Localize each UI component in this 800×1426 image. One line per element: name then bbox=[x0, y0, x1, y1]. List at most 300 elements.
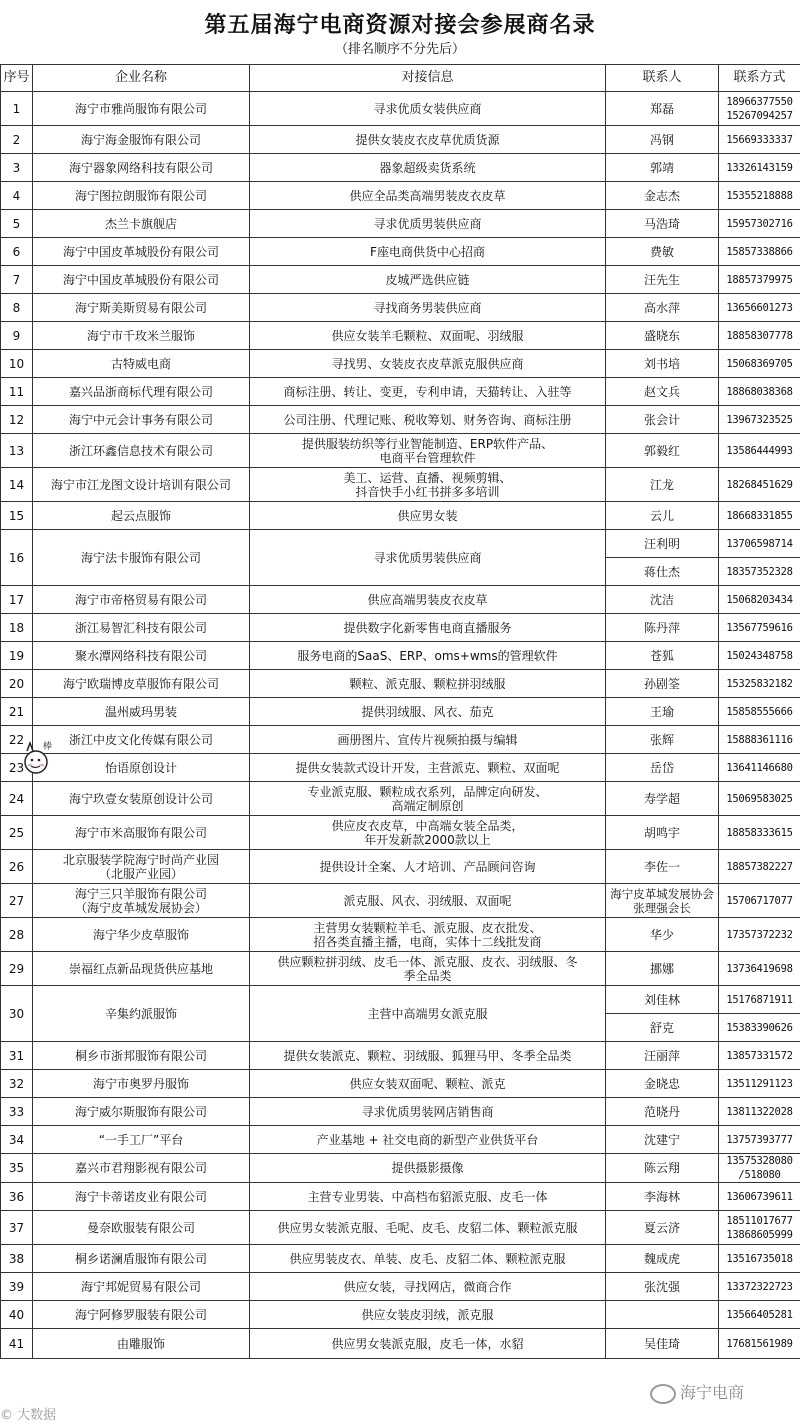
company-name-line: 嘉兴品浙商标代理有限公司 bbox=[68, 384, 213, 399]
row-number: 7 bbox=[1, 266, 33, 294]
contact-phone-line: 15957302716 bbox=[726, 217, 793, 230]
company-name-line: 海宁器象网络科技有限公司 bbox=[68, 160, 213, 175]
contact-name: 岳岱 bbox=[606, 754, 719, 782]
company-name bbox=[33, 726, 250, 754]
company-name-line: 海宁玖壹女装原创设计公司 bbox=[68, 791, 213, 806]
contact-phone-line: 13372322723 bbox=[726, 1280, 793, 1293]
connect-info bbox=[250, 1273, 606, 1301]
connect-info-line: 主营中高端男女派克服 bbox=[367, 1006, 488, 1021]
contact-phone bbox=[719, 816, 800, 850]
contact-phone-line: 13656601273 bbox=[726, 301, 793, 314]
row-number: 33 bbox=[1, 1098, 33, 1126]
row-number: 22 bbox=[1, 726, 33, 754]
connect-info-line: 美工、运营、直播、视频剪辑、 bbox=[343, 470, 512, 485]
contact-phone-line: 15325832182 bbox=[726, 677, 793, 690]
table-row bbox=[1, 1042, 800, 1070]
connect-info bbox=[250, 238, 606, 266]
table-row bbox=[1, 1126, 800, 1154]
table-row bbox=[1, 952, 800, 986]
company-name-line: 海宁中元会计事务有限公司 bbox=[68, 412, 213, 427]
company-name bbox=[33, 210, 250, 238]
contact-phone-line: 13566405281 bbox=[726, 1308, 793, 1321]
contact-phone-line: 13706598714 bbox=[726, 537, 793, 550]
row-number: 1 bbox=[1, 92, 33, 126]
connect-info bbox=[250, 530, 606, 586]
table-row bbox=[1, 816, 800, 850]
contact-name: 张沈强 bbox=[606, 1273, 719, 1301]
company-name-line: 桐乡市浙邦服饰有限公司 bbox=[74, 1048, 207, 1063]
contact-phone-line: 13757393777 bbox=[726, 1133, 793, 1146]
table-row bbox=[1, 350, 800, 378]
table-row bbox=[1, 1273, 800, 1301]
connect-info bbox=[250, 266, 606, 294]
connect-info bbox=[250, 1042, 606, 1070]
table-row bbox=[1, 468, 800, 502]
table-row bbox=[1, 726, 800, 754]
company-name bbox=[33, 884, 250, 918]
contact-phone-line: 13586444993 bbox=[726, 444, 793, 457]
connect-info bbox=[250, 952, 606, 986]
contact-name: 马浩琦 bbox=[606, 210, 719, 238]
contact-name bbox=[606, 1301, 719, 1329]
company-name bbox=[33, 614, 250, 642]
company-name bbox=[33, 1126, 250, 1154]
row-number: 30 bbox=[1, 986, 33, 1042]
contact-phone bbox=[719, 92, 800, 126]
contact-name: 盛晓东 bbox=[606, 322, 719, 350]
contact-name: 苍狐 bbox=[606, 642, 719, 670]
row-number: 29 bbox=[1, 952, 33, 986]
company-name-line: 海宁图拉朗服饰有限公司 bbox=[74, 188, 207, 203]
connect-info bbox=[250, 586, 606, 614]
table-row bbox=[1, 986, 800, 1014]
table-row bbox=[1, 266, 800, 294]
row-number: 10 bbox=[1, 350, 33, 378]
company-name bbox=[33, 182, 250, 210]
contact-phone-line: 18858333615 bbox=[726, 826, 793, 839]
connect-info-line: 提供服装纺织等行业智能制造、ERP软件产品、 bbox=[301, 436, 554, 451]
contact-phone bbox=[719, 378, 800, 406]
connect-info bbox=[250, 406, 606, 434]
company-name bbox=[33, 294, 250, 322]
contact-phone bbox=[719, 322, 800, 350]
company-name-line: 海宁中国皮革城股份有限公司 bbox=[62, 272, 219, 287]
watermark-left: © 大数据 bbox=[0, 1408, 57, 1423]
header-no: 序号 bbox=[1, 65, 33, 92]
contact-phone bbox=[719, 350, 800, 378]
connect-info bbox=[250, 350, 606, 378]
contact-phone-line: 18357352328 bbox=[726, 565, 793, 578]
contact-phone bbox=[719, 468, 800, 502]
row-number: 11 bbox=[1, 378, 33, 406]
connect-info bbox=[250, 154, 606, 182]
connect-info bbox=[250, 434, 606, 468]
connect-info-line: 高端定制原创 bbox=[391, 798, 464, 813]
row-number: 13 bbox=[1, 434, 33, 468]
contact-name: 陈丹萍 bbox=[606, 614, 719, 642]
connect-info-line: 主营男女装颗粒羊毛、派克服、皮衣批发、 bbox=[313, 920, 542, 935]
contact-name: 张会计 bbox=[606, 406, 719, 434]
company-name-line: 海宁三只羊服饰有限公司 bbox=[74, 886, 207, 901]
row-number: 9 bbox=[1, 322, 33, 350]
connect-info bbox=[250, 1098, 606, 1126]
contact-phone-line: 15069583025 bbox=[726, 792, 793, 805]
contact-phone-line: 13857331572 bbox=[726, 1049, 793, 1062]
connect-info-line: 供应男女装 bbox=[397, 508, 458, 523]
contact-phone-line: 13511291123 bbox=[726, 1077, 793, 1090]
connect-info bbox=[250, 126, 606, 154]
contact-name: 华少 bbox=[606, 918, 719, 952]
connect-info-line: 供应全品类高端男装皮衣皮草 bbox=[349, 188, 506, 203]
row-number: 18 bbox=[1, 614, 33, 642]
row-number: 34 bbox=[1, 1126, 33, 1154]
contact-phone bbox=[719, 1014, 800, 1042]
row-number: 31 bbox=[1, 1042, 33, 1070]
contact-name: 赵文兵 bbox=[606, 378, 719, 406]
contact-phone bbox=[719, 782, 800, 816]
company-name-line: 海宁威尔斯服饰有限公司 bbox=[74, 1104, 207, 1119]
company-name-line: 海宁市奥罗丹服饰 bbox=[92, 1076, 189, 1091]
table-row bbox=[1, 850, 800, 884]
connect-info bbox=[250, 614, 606, 642]
contact-phone-line: 15355218888 bbox=[726, 189, 793, 202]
contact-name: 刘佳林 bbox=[606, 986, 719, 1014]
connect-info bbox=[250, 322, 606, 350]
contact-phone bbox=[719, 1301, 800, 1329]
company-name-line: 海宁卡蒂诺皮业有限公司 bbox=[74, 1189, 207, 1204]
table-row bbox=[1, 642, 800, 670]
connect-info-line: 抖音快手小红书拼多多培训 bbox=[355, 484, 500, 499]
company-name-line: 聚水潭网络科技有限公司 bbox=[74, 648, 207, 663]
company-name bbox=[33, 378, 250, 406]
company-name bbox=[33, 986, 250, 1042]
contact-name: 挪娜 bbox=[606, 952, 719, 986]
contact-name: 蒋仕杰 bbox=[606, 558, 719, 586]
company-name bbox=[33, 530, 250, 586]
company-name bbox=[33, 670, 250, 698]
table-row bbox=[1, 294, 800, 322]
connect-info-line: 寻求优质男装网店销售商 bbox=[361, 1104, 494, 1119]
row-number: 23 bbox=[1, 754, 33, 782]
contact-phone-line: 15267094257 bbox=[726, 109, 793, 122]
connect-info-line: 商标注册、转让、变更，专利申请，天猫转让、入驻等 bbox=[283, 384, 572, 399]
connect-info bbox=[250, 986, 606, 1042]
company-name-line: 海宁法卡服饰有限公司 bbox=[80, 550, 201, 565]
connect-info bbox=[250, 1211, 606, 1245]
table-row bbox=[1, 502, 800, 530]
contact-name: 金志杰 bbox=[606, 182, 719, 210]
connect-info-line: 公司注册、代理记账、税收筹划、财务咨询、商标注册 bbox=[283, 412, 572, 427]
contact-name: 金晓忠 bbox=[606, 1070, 719, 1098]
row-number: 5 bbox=[1, 210, 33, 238]
company-name-line: 海宁市帝格贸易有限公司 bbox=[74, 592, 207, 607]
sticker-text: 棒 bbox=[43, 742, 53, 752]
company-name bbox=[33, 126, 250, 154]
company-name bbox=[33, 434, 250, 468]
contact-name: 孙剧筌 bbox=[606, 670, 719, 698]
table-header-row bbox=[1, 65, 800, 92]
company-name-line: 由雕服饰 bbox=[116, 1336, 165, 1351]
contact-phone-line: 18668331855 bbox=[726, 509, 793, 522]
company-name-line: 崇福红点新品现货供应基地 bbox=[68, 961, 213, 976]
contact-phone bbox=[719, 182, 800, 210]
contact-phone-line: 13606739611 bbox=[726, 1190, 793, 1203]
connect-info-line: 寻求优质女装供应商 bbox=[373, 101, 482, 116]
connect-info bbox=[250, 754, 606, 782]
row-number: 4 bbox=[1, 182, 33, 210]
contact-phone bbox=[719, 126, 800, 154]
connect-info-line: 供应高端男装皮衣皮草 bbox=[367, 592, 488, 607]
contact-phone-line: 13567759616 bbox=[726, 621, 793, 634]
contact-phone-line: 13516735018 bbox=[726, 1252, 793, 1265]
contact-name: 费敏 bbox=[606, 238, 719, 266]
contact-name: 李佐一 bbox=[606, 850, 719, 884]
contact-phone-line: 15176871911 bbox=[726, 993, 793, 1006]
contact-phone-line: 13811322028 bbox=[726, 1105, 793, 1118]
contact-phone bbox=[719, 1098, 800, 1126]
contact-phone-line: 18511017677 bbox=[726, 1214, 793, 1227]
contact-name: 海宁皮革城发展协会张理强会长 bbox=[606, 884, 719, 918]
contact-name: 郑磊 bbox=[606, 92, 719, 126]
contact-phone-line: 17681561989 bbox=[726, 1337, 793, 1350]
contact-phone bbox=[719, 1211, 800, 1245]
contact-name: 胡鸣宇 bbox=[606, 816, 719, 850]
table-row bbox=[1, 322, 800, 350]
row-number: 12 bbox=[1, 406, 33, 434]
contact-name: 李海林 bbox=[606, 1183, 719, 1211]
row-number: 37 bbox=[1, 1211, 33, 1245]
row-number: 15 bbox=[1, 502, 33, 530]
company-name-line: 辛集约派服饰 bbox=[104, 1006, 177, 1021]
company-name bbox=[33, 1211, 250, 1245]
contact-phone-line: 18857379975 bbox=[726, 273, 793, 286]
contact-phone-line: 15888361116 bbox=[726, 733, 793, 746]
contact-phone-line: 17357372232 bbox=[726, 928, 793, 941]
company-name bbox=[33, 154, 250, 182]
company-name-line: 海宁斯美斯贸易有限公司 bbox=[74, 300, 207, 315]
connect-info bbox=[250, 378, 606, 406]
connect-info-line: 寻找男、女装皮衣皮草派克服供应商 bbox=[331, 356, 524, 371]
row-number: 38 bbox=[1, 1245, 33, 1273]
contact-phone bbox=[719, 1154, 800, 1183]
table-row bbox=[1, 614, 800, 642]
table-row bbox=[1, 1098, 800, 1126]
company-name bbox=[33, 1098, 250, 1126]
row-number: 39 bbox=[1, 1273, 33, 1301]
company-name-line: 浙江中皮文化传媒有限公司 bbox=[68, 732, 213, 747]
row-number: 40 bbox=[1, 1301, 33, 1329]
contact-phone bbox=[719, 154, 800, 182]
company-name bbox=[33, 266, 250, 294]
company-name bbox=[33, 698, 250, 726]
company-name-line: 海宁欧瑞博皮草服饰有限公司 bbox=[62, 676, 219, 691]
connect-info bbox=[250, 1183, 606, 1211]
row-number: 3 bbox=[1, 154, 33, 182]
company-name-line: （北服产业园） bbox=[98, 866, 183, 881]
connect-info-line: 提供羽绒服、风衣、茄克 bbox=[361, 704, 494, 719]
contact-phone bbox=[719, 210, 800, 238]
table-row bbox=[1, 126, 800, 154]
contact-phone bbox=[719, 238, 800, 266]
contact-phone bbox=[719, 1042, 800, 1070]
contact-name: 云儿 bbox=[606, 502, 719, 530]
contact-phone bbox=[719, 1273, 800, 1301]
connect-info bbox=[250, 884, 606, 918]
connect-info bbox=[250, 1126, 606, 1154]
contact-phone-line: 13326143159 bbox=[726, 161, 793, 174]
contact-name: 汪利明 bbox=[606, 530, 719, 558]
connect-info-line: 颗粒、派克服、颗粒拼羽绒服 bbox=[349, 676, 506, 691]
company-name-line: 海宁阿修罗服装有限公司 bbox=[74, 1307, 207, 1322]
connect-info bbox=[250, 670, 606, 698]
connect-info-line: 寻求优质男装供应商 bbox=[373, 550, 482, 565]
connect-info-line: 服务电商的SaaS、ERP、oms+wms的管理软件 bbox=[297, 648, 558, 663]
table-row bbox=[1, 378, 800, 406]
connect-info bbox=[250, 1070, 606, 1098]
connect-info bbox=[250, 850, 606, 884]
contact-phone-line: 18858307778 bbox=[726, 329, 793, 342]
company-name bbox=[33, 586, 250, 614]
contact-phone-line: 18868038368 bbox=[726, 385, 793, 398]
contact-phone bbox=[719, 558, 800, 586]
contact-phone bbox=[719, 642, 800, 670]
contact-name: 高水萍 bbox=[606, 294, 719, 322]
contact-phone-line: 15669333337 bbox=[726, 133, 793, 146]
company-name-line: 古特威电商 bbox=[110, 356, 171, 371]
connect-info bbox=[250, 1329, 606, 1359]
company-name-line: 海宁市江龙图文设计培训有限公司 bbox=[50, 477, 231, 492]
row-number: 2 bbox=[1, 126, 33, 154]
row-number: 21 bbox=[1, 698, 33, 726]
company-name-line: 温州威玛男装 bbox=[104, 704, 177, 719]
row-number: 27 bbox=[1, 884, 33, 918]
contact-phone-line: 13575328080 bbox=[726, 1155, 793, 1167]
connect-info bbox=[250, 816, 606, 850]
contact-phone bbox=[719, 670, 800, 698]
table-row bbox=[1, 210, 800, 238]
connect-info bbox=[250, 294, 606, 322]
company-name-line: 起云点服饰 bbox=[110, 508, 171, 523]
connect-info-line: 供应颗粒拼羽绒、皮毛一体、派克服、皮衣、羽绒服、冬 bbox=[277, 954, 578, 969]
company-name bbox=[33, 642, 250, 670]
row-number: 14 bbox=[1, 468, 33, 502]
row-number: 20 bbox=[1, 670, 33, 698]
table-row bbox=[1, 586, 800, 614]
connect-info-line: 季全品类 bbox=[403, 968, 452, 983]
company-name-line: 杰兰卡旗舰店 bbox=[104, 216, 177, 231]
contact-name: 舒克 bbox=[606, 1014, 719, 1042]
company-name-line: 嘉兴市君翔影视有限公司 bbox=[74, 1161, 207, 1175]
contact-name: 沈建宁 bbox=[606, 1126, 719, 1154]
row-number: 8 bbox=[1, 294, 33, 322]
contact-phone-line: 15706717077 bbox=[726, 894, 793, 907]
row-number: 26 bbox=[1, 850, 33, 884]
company-name bbox=[33, 238, 250, 266]
contact-phone bbox=[719, 754, 800, 782]
company-name-line: 海宁市雅尚服饰有限公司 bbox=[74, 101, 207, 116]
company-name-line: 怡语原创设计 bbox=[104, 760, 177, 775]
contact-name: 汪先生 bbox=[606, 266, 719, 294]
connect-info-line: 产业基地 + 社交电商的新型产业供货平台 bbox=[316, 1132, 539, 1147]
connect-info bbox=[250, 502, 606, 530]
connect-info-line: 画册图片、宣传片视频拍摄与编辑 bbox=[337, 732, 518, 747]
company-name bbox=[33, 1070, 250, 1098]
company-name bbox=[33, 502, 250, 530]
connect-info-line: 提供女装款式设计开发，主营派克、颗粒、双面呢 bbox=[295, 760, 560, 775]
connect-info-line: 提供数字化新零售电商直播服务 bbox=[343, 620, 512, 635]
contact-name: 刘书培 bbox=[606, 350, 719, 378]
company-name-line: 曼奈欧服装有限公司 bbox=[86, 1220, 195, 1235]
connect-info-line: 年开发新款2000款以上 bbox=[364, 832, 491, 847]
table-row bbox=[1, 1154, 800, 1183]
table-row bbox=[1, 1301, 800, 1329]
table-row bbox=[1, 698, 800, 726]
connect-info bbox=[250, 92, 606, 126]
table-row bbox=[1, 1070, 800, 1098]
contact-phone bbox=[719, 1183, 800, 1211]
connect-info-line: 供应女装双面呢、颗粒、派克 bbox=[349, 1076, 506, 1091]
contact-phone-line: 13967323525 bbox=[726, 413, 793, 426]
connect-info-line: 供应皮衣皮草，中高端女装全品类， bbox=[331, 818, 524, 833]
header-company: 企业名称 bbox=[33, 65, 250, 92]
contact-name: 夏云济 bbox=[606, 1211, 719, 1245]
header-info: 对接信息 bbox=[250, 65, 606, 92]
row-number: 35 bbox=[1, 1154, 33, 1183]
contact-name: 沈洁 bbox=[606, 586, 719, 614]
connect-info bbox=[250, 1301, 606, 1329]
contact-phone bbox=[719, 952, 800, 986]
contact-phone-line: 18966377550 bbox=[726, 95, 793, 108]
company-name bbox=[33, 754, 250, 782]
watermark-logo-icon: © bbox=[0, 1408, 13, 1423]
table-row bbox=[1, 1211, 800, 1245]
connect-info-line: 提供女装派克、颗粒、羽绒服、狐狸马甲、冬季全品类 bbox=[283, 1048, 572, 1063]
table-row bbox=[1, 782, 800, 816]
table-body bbox=[1, 92, 800, 1359]
table-row bbox=[1, 754, 800, 782]
connect-info-line: 提供女装皮衣皮草优质货源 bbox=[355, 132, 500, 147]
table-row bbox=[1, 154, 800, 182]
connect-info bbox=[250, 468, 606, 502]
contact-name: 江龙 bbox=[606, 468, 719, 502]
connect-info-line: 寻找商务男装供应商 bbox=[373, 300, 482, 315]
table-row bbox=[1, 1329, 800, 1359]
company-name-line: 浙江易智汇科技有限公司 bbox=[74, 620, 207, 635]
header-phone: 联系方式 bbox=[719, 65, 800, 92]
company-name-line: 海宁中国皮革城股份有限公司 bbox=[62, 244, 219, 259]
connect-info-line: 供应男女装派克服，皮毛一体，水貂 bbox=[331, 1336, 524, 1351]
connect-info-line: 供应男装皮衣、单装、皮毛、皮貂二体、颗粒派克服 bbox=[289, 1251, 566, 1266]
page-subtitle: （排名顺序不分先后） bbox=[334, 42, 465, 57]
exhibitor-table bbox=[0, 64, 800, 1359]
contact-phone-line: /518080 bbox=[738, 1169, 781, 1181]
table-row bbox=[1, 670, 800, 698]
contact-name: 汪丽萍 bbox=[606, 1042, 719, 1070]
connect-info-line: 电商平台管理软件 bbox=[379, 450, 476, 465]
company-name-line: 桐乡诺澜盾服饰有限公司 bbox=[74, 1251, 207, 1266]
table-row bbox=[1, 918, 800, 952]
contact-phone bbox=[719, 294, 800, 322]
page-title: 第五届海宁电商资源对接会参展商名录 bbox=[204, 13, 596, 38]
row-number: 6 bbox=[1, 238, 33, 266]
company-name bbox=[33, 322, 250, 350]
company-name bbox=[33, 1329, 250, 1359]
row-number: 17 bbox=[1, 586, 33, 614]
connect-info bbox=[250, 698, 606, 726]
company-name bbox=[33, 918, 250, 952]
contact-phone-line: 15383390626 bbox=[726, 1021, 793, 1034]
contact-name: 寿学超 bbox=[606, 782, 719, 816]
